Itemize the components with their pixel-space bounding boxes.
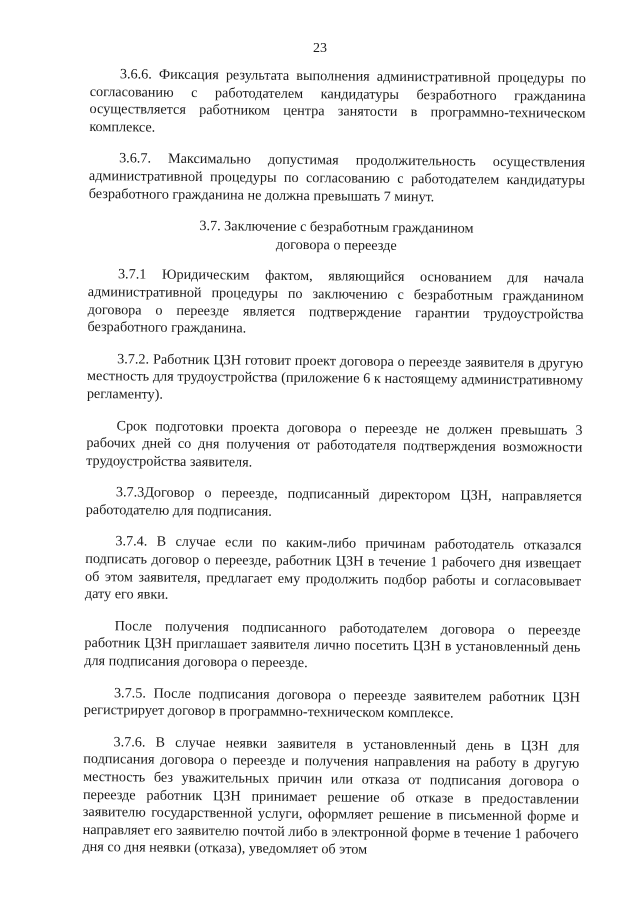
paragraph-3-6-7: 3.6.7. Максимально допустимая продолжительность осуществления административной процедуры по согласованию с работодателем кандидатуры безработного гражданина не должна превышать 7 минут. <box>88 150 586 205</box>
page-number: 23 <box>313 41 327 56</box>
paragraph-preparation-term: Срок подготовки проекта договора о переезде не должен превышать 3 рабочих дней со дня получения от работодателя подтверждения возможности трудоустройства заявителя. <box>86 417 583 471</box>
section-heading-line-1: 3.7. Заключение с безработным гражданином <box>199 218 474 237</box>
paragraph-3-7-1: 3.7.1 Юридическим фактом, являющийся основанием для начала административной процедуры по заключению с безработным гражданином договора о переезде является подтверждение гарантии трудоустройства безработного гражданина. <box>87 266 585 337</box>
paragraph-3-7-3: 3.7.3Договор о переезде, подписанный директором ЦЗН, направляется работодателю для подписания. <box>85 484 582 520</box>
section-heading-3-7 <box>88 217 584 257</box>
paragraph-3-6-6: 3.6.6. Фиксация результата выполнения административной процедуры по согласованию с работодателем кандидатуры безработного гражданина осуществляется работником центра занятости в программно-техническом комплексе. <box>89 66 586 136</box>
paragraph-3-7-6: 3.7.6. В случае неявки заявителя в установленный день в ЦЗН для подписания договора о переезде и получения направления на работу в другую местность без уважительных причин или отказа от подписания договора о переезде работник ЦЗН принимает решение об отказе в предоставлении заявителю государственной услуги, оформляет решение в письменной форме и направляет его заявителю почтой либо в электронной форме в течение 1 рабочего дня со дня неявки (отказа), уведомляет об этом <box>82 734 580 859</box>
paragraph-3-7-4: 3.7.4. В случае если по каким-либо причинам работодатель отказался подписать договор о переезде, работник ЦЗН в течение 1 рабочего дня извещает об этом заявителя, предлагает ему продолжить подбор работы и согласовывает дату его явки. <box>84 533 582 604</box>
section-heading-line-2: договора о переезде <box>275 236 397 254</box>
paragraph-3-7-2: 3.7.2. Работник ЦЗН готовит проект договора о переезде заявителя в другую местность для трудоустройства (приложение 6 к настоящему административному регламенту). <box>86 350 584 403</box>
paragraph-after-signing: После получения подписанного работодателем договора о переезде работник ЦЗН приглашает заявителя лично посетить ЦЗН в установленный день для подписания договора о переезде. <box>84 618 581 672</box>
paragraph-3-7-5: 3.7.5. После подписания договора о переезде заявителем работник ЦЗН регистрирует договор в программно-техническом комплексе. <box>83 684 581 722</box>
document-body <box>82 66 586 874</box>
